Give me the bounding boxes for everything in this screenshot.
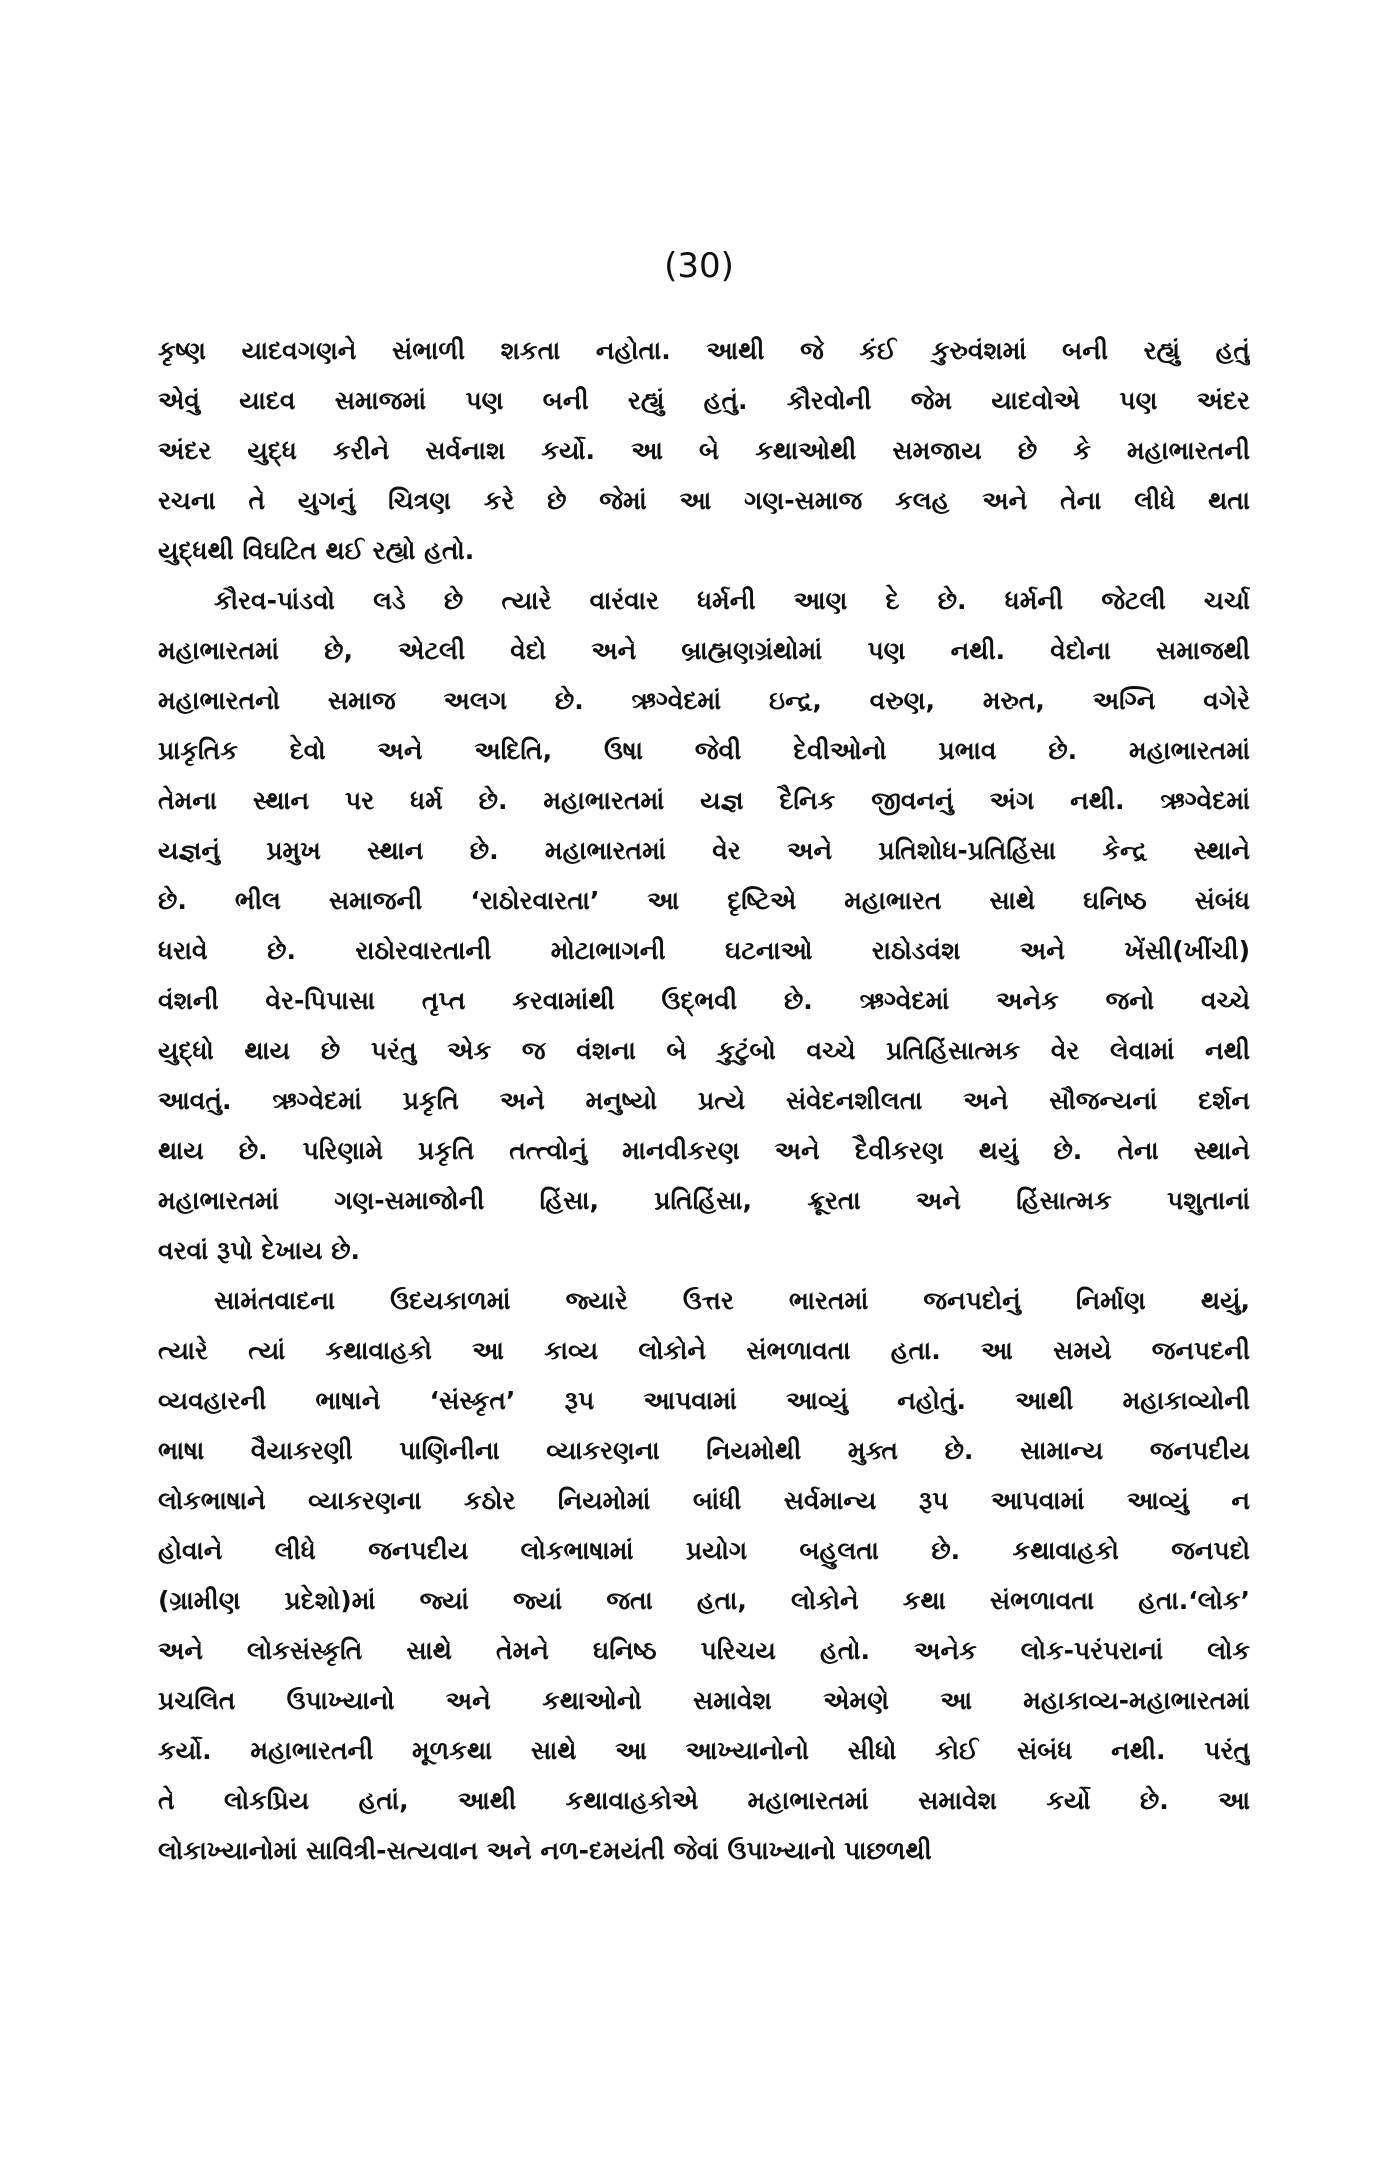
text-line: આવતું. ઋગ્વેદમાં પ્રકૃતિ અને મનુષ્યો પ્રત્યે સંવેદનશીલતા અને સૌજન્યનાં દર્શન [158,1086,1250,1115]
text-line: રચના તે યુગનું ચિત્રણ કરે છે જેમાં આ ગણ-સમાજ કલહ અને તેના લીધે થતા [158,486,1250,515]
page-number: (30) [664,246,734,286]
text-line: એવું યાદવ સમાજમાં પણ બની રહ્યું હતું. કૌરવોની જેમ યાદવોએ પણ અંદર [158,386,1250,415]
text-line: હોવાને લીધે જનપદીય લોકભાષામાં પ્રયોગ બહુલતા છે. કથાવાહકો જનપદો [158,1536,1250,1565]
text-line: મહાભારતમાં છે, એટલી વેદો અને બ્રાહ્મણગ્રંથોમાં પણ નથી. વેદોના સમાજથી [158,636,1250,665]
paragraph [158,576,1250,1276]
text-line: વંશની વેર-પિપાસા તૃપ્ત કરવામાંથી ઉદ્ભવી છે. ઋગ્વેદમાં અનેક જનો વચ્ચે [158,986,1250,1015]
text-line: પ્રાકૃતિક દેવો અને અદિતિ, ઉષા જેવી દેવીઓનો પ્રભાવ છે. મહાભારતમાં [158,736,1250,765]
text-line: છે. ભીલ સમાજની ‘રાઠોરવારતા’ આ દૃષ્ટિએ મહાભારત સાથે ઘનિષ્ઠ સંબંધ [158,886,1250,915]
text-line: લોકભાષાને વ્યાકરણના કઠોર નિયમોમાં બાંધી સર્વમાન્ય રૂપ આપવામાં આવ્યું ન [158,1486,1250,1515]
text-line: ભાષા વૈયાકરણી પાણિનીના વ્યાકરણના નિયમોથી મુક્ત છે. સામાન્ય જનપદીય [158,1436,1250,1465]
text-line: યુદ્ધો થાય છે પરંતુ એક જ વંશના બે કુટુંબો વચ્ચે પ્રતિહિંસાત્મક વેર લેવામાં નથી [158,1036,1250,1065]
text-line: કર્યો. મહાભારતની મૂળકથા સાથે આ આખ્યાનોનો સીધો કોઈ સંબંધ નથી. પરંતુ [158,1736,1250,1765]
text-line: યજ્ઞનું પ્રમુખ સ્થાન છે. મહાભારતમાં વેર અને પ્રતિશોધ-પ્રતિહિંસા કેન્દ્ર સ્થાને [158,836,1250,865]
text-line: અને લોકસંસ્કૃતિ સાથે તેમને ઘનિષ્ઠ પરિચય હતો. અનેક લોક-પરંપરાનાં લોક [158,1636,1250,1665]
text-line: તેમના સ્થાન પર ધર્મ છે. મહાભારતમાં યજ્ઞ દૈનિક જીવનનું અંગ નથી. ઋગ્વેદમાં [158,786,1250,815]
text-line: અંદર યુદ્ધ કરીને સર્વનાશ કર્યો. આ બે કથાઓથી સમજાય છે કે મહાભારતની [158,436,1250,465]
body-text [158,326,1250,1876]
text-line: મહાભારતમાં ગણ-સમાજોની હિંસા, પ્રતિહિંસા, ક્રૂરતા અને હિંસાત્મક પશુતાનાં [158,1186,1250,1215]
text-line: ત્યારે ત્યાં કથાવાહકો આ કાવ્ય લોકોને સંભળાવતા હતા. આ સમયે જનપદની [158,1336,1250,1365]
paragraph [158,326,1250,576]
text-line: લોકાખ્યાનોમાં સાવિત્રી-સત્યવાન અને નળ-દમયંતી જેવાં ઉપાખ્યાનો પાછળથી [158,1836,932,1865]
text-line: સામંતવાદના ઉદયકાળમાં જ્યારે ઉત્તર ભારતમાં જનપદોનું નિર્માણ થયું, [214,1286,1250,1315]
text-line: વરવાં રૂપો દેખાય છે. [158,1236,361,1265]
text-line: કૃષ્ણ યાદવગણને સંભાળી શકતા નહોતા. આથી જે કંઈ કુરુવંશમાં બની રહ્યું હતું [158,336,1250,365]
paragraph [158,1276,1250,1876]
text-line: થાય છે. પરિણામે પ્રકૃતિ તત્ત્વોનું માનવીકરણ અને દૈવીકરણ થયું છે. તેના સ્થાને [158,1136,1250,1165]
text-line: યુદ્ધથી વિઘટિત થઈ રહ્યો હતો. [158,536,475,565]
text-line: વ્યવહારની ભાષાને ‘સંસ્કૃત’ રૂપ આપવામાં આવ્યું નહોતું. આથી મહાકાવ્યોની [158,1386,1250,1415]
text-line: (ગ્રામીણ પ્રદેશો)માં જ્યાં જ્યાં જતા હતા, લોકોને કથા સંભળાવતા હતા.‘લોક’ [158,1586,1250,1615]
text-line: મહાભારતનો સમાજ અલગ છે. ઋગ્વેદમાં ઇન્દ્ર, વરુણ, મરુત, અગ્નિ વગેરે [158,686,1250,715]
text-line: કૌરવ-પાંડવો લડે છે ત્યારે વારંવાર ધર્મની આણ દે છે. ધર્મની જેટલી ચર્ચા [214,586,1250,615]
text-line: પ્રચલિત ઉપાખ્યાનો અને કથાઓનો સમાવેશ એમણે આ મહાકાવ્ય-મહાભારતમાં [158,1686,1250,1715]
text-line: ધરાવે છે. રાઠોરવારતાની મોટાભાગની ઘટનાઓ રાઠોડવંશ અને ખેંસી(ખીંચી) [158,936,1250,965]
text-line: તે લોકપ્રિય હતાં, આથી કથાવાહકોએ મહાભારતમાં સમાવેશ કર્યો છે. આ [158,1786,1250,1815]
